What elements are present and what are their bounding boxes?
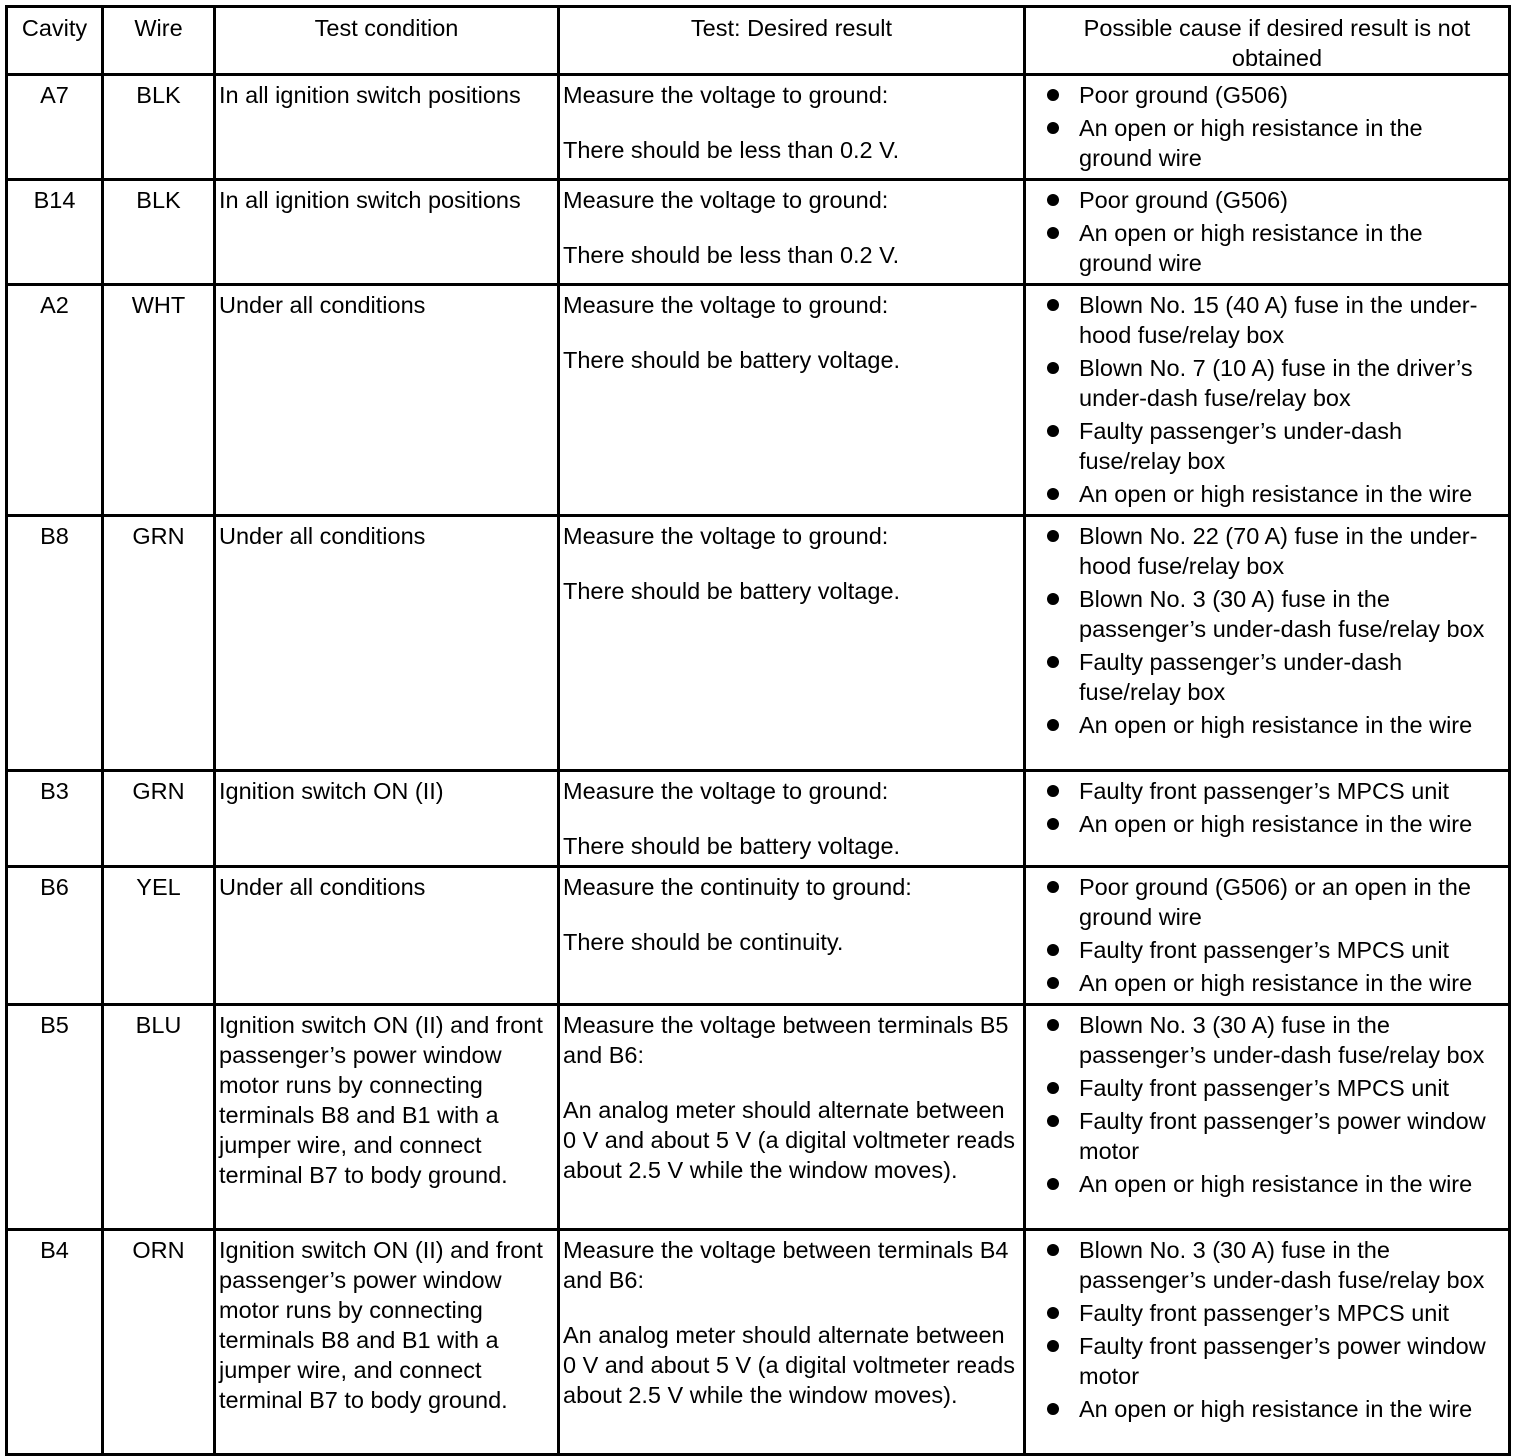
- header-test-condition: Test condition: [215, 7, 559, 75]
- result-instruction: Measure the voltage to ground:: [563, 292, 889, 318]
- table-row: [7, 771, 1510, 867]
- cavity-cell: B3: [7, 771, 103, 867]
- test-condition-cell: Under all conditions: [215, 867, 559, 1005]
- result-expectation: There should be less than 0.2 V.: [563, 137, 900, 163]
- test-condition-cell: Ignition switch ON (II) and front passenger’s power window motor runs by connecting terminals B8 and B1 with a jumper wire, and connect terminal B7 to body ground.: [215, 1005, 559, 1230]
- cause-item: An open or high resistance in the wire: [1046, 479, 1502, 509]
- wire-cell: WHT: [103, 285, 215, 516]
- possible-cause-cell: [1025, 771, 1510, 867]
- cause-item: Faulty front passenger’s MPCS unit: [1046, 1298, 1502, 1328]
- result-instruction: Measure the voltage to ground:: [563, 778, 889, 804]
- test-condition-cell: Ignition switch ON (II): [215, 771, 559, 867]
- test-condition-cell: Under all conditions: [215, 516, 559, 771]
- cause-item: Faulty front passenger’s MPCS unit: [1046, 1073, 1502, 1103]
- result-expectation: An analog meter should alternate between 0 V and about 5 V (a digital voltmeter reads about 2.5 V while the window moves).: [563, 1097, 1015, 1183]
- table-row: [7, 285, 1510, 516]
- cavity-cell: B5: [7, 1005, 103, 1230]
- wire-cell: BLK: [103, 180, 215, 285]
- test-condition-cell: Under all conditions: [215, 285, 559, 516]
- result-expectation: There should be less than 0.2 V.: [563, 242, 900, 268]
- cause-item: An open or high resistance in the wire: [1046, 710, 1502, 740]
- cause-list: [1046, 1010, 1502, 1199]
- desired-result-cell: [559, 285, 1025, 516]
- diagnostic-table: [5, 5, 1511, 1456]
- table-row: [7, 75, 1510, 180]
- cause-item: Blown No. 3 (30 A) fuse in the passenger’s under-dash fuse/relay box: [1046, 1010, 1502, 1070]
- cavity-cell: B6: [7, 867, 103, 1005]
- result-instruction: Measure the voltage to ground:: [563, 82, 889, 108]
- desired-result-cell: [559, 771, 1025, 867]
- wire-cell: ORN: [103, 1230, 215, 1455]
- cause-item: An open or high resistance in the wire: [1046, 1394, 1502, 1424]
- result-expectation: An analog meter should alternate between 0 V and about 5 V (a digital voltmeter reads about 2.5 V while the window moves).: [563, 1322, 1015, 1408]
- header-wire: Wire: [103, 7, 215, 75]
- wire-cell: GRN: [103, 771, 215, 867]
- result-expectation: There should be battery voltage.: [563, 833, 901, 859]
- wire-cell: BLU: [103, 1005, 215, 1230]
- possible-cause-cell: [1025, 867, 1510, 1005]
- cavity-cell: A7: [7, 75, 103, 180]
- cause-list: [1046, 80, 1502, 173]
- test-condition-cell: Ignition switch ON (II) and front passenger’s power window motor runs by connecting terminals B8 and B1 with a jumper wire, and connect terminal B7 to body ground.: [215, 1230, 559, 1455]
- cause-list: [1046, 185, 1502, 278]
- result-instruction: Measure the voltage to ground:: [563, 187, 889, 213]
- cause-item: Faulty front passenger’s MPCS unit: [1046, 776, 1502, 806]
- table-row: [7, 1005, 1510, 1230]
- test-condition-cell: In all ignition switch positions: [215, 180, 559, 285]
- cause-item: Faulty passenger’s under-dash fuse/relay box: [1046, 416, 1502, 476]
- cause-item: Blown No. 3 (30 A) fuse in the passenger’s under-dash fuse/relay box: [1046, 1235, 1502, 1295]
- possible-cause-cell: [1025, 516, 1510, 771]
- cause-item: An open or high resistance in the wire: [1046, 809, 1502, 839]
- table-row: [7, 867, 1510, 1005]
- cause-item: Blown No. 15 (40 A) fuse in the under-hood fuse/relay box: [1046, 290, 1502, 350]
- desired-result-cell: [559, 75, 1025, 180]
- possible-cause-cell: [1025, 180, 1510, 285]
- cavity-cell: B8: [7, 516, 103, 771]
- cause-item: Faulty passenger’s under-dash fuse/relay box: [1046, 647, 1502, 707]
- cause-item: Poor ground (G506): [1046, 185, 1502, 215]
- header-desired-result: Test: Desired result: [559, 7, 1025, 75]
- cause-item: An open or high resistance in the wire: [1046, 1169, 1502, 1199]
- cause-list: [1046, 776, 1502, 839]
- result-instruction: Measure the voltage between terminals B4 and B6:: [563, 1237, 1009, 1293]
- result-expectation: There should be continuity.: [563, 929, 844, 955]
- cause-item: An open or high resistance in the wire: [1046, 968, 1502, 998]
- possible-cause-cell: [1025, 1230, 1510, 1455]
- cause-item: Blown No. 7 (10 A) fuse in the driver’s under-dash fuse/relay box: [1046, 353, 1502, 413]
- cause-item: Faulty front passenger’s MPCS unit: [1046, 935, 1502, 965]
- desired-result-cell: [559, 516, 1025, 771]
- possible-cause-cell: [1025, 1005, 1510, 1230]
- cause-item: Poor ground (G506): [1046, 80, 1502, 110]
- cavity-cell: A2: [7, 285, 103, 516]
- result-instruction: Measure the voltage between terminals B5 and B6:: [563, 1012, 1009, 1068]
- desired-result-cell: [559, 1230, 1025, 1455]
- wire-cell: BLK: [103, 75, 215, 180]
- cause-item: Blown No. 3 (30 A) fuse in the passenger’s under-dash fuse/relay box: [1046, 584, 1502, 644]
- header-cavity: Cavity: [7, 7, 103, 75]
- result-expectation: There should be battery voltage.: [563, 347, 901, 373]
- result-instruction: Measure the continuity to ground:: [563, 874, 912, 900]
- cause-list: [1046, 872, 1502, 998]
- cavity-cell: B4: [7, 1230, 103, 1455]
- possible-cause-cell: [1025, 75, 1510, 180]
- cause-item: An open or high resistance in the ground wire: [1046, 113, 1502, 173]
- possible-cause-cell: [1025, 285, 1510, 516]
- table-row: [7, 516, 1510, 771]
- desired-result-cell: [559, 1005, 1025, 1230]
- cause-item: Poor ground (G506) or an open in the ground wire: [1046, 872, 1502, 932]
- cause-list: [1046, 290, 1502, 509]
- cause-list: [1046, 521, 1502, 740]
- test-condition-cell: In all ignition switch positions: [215, 75, 559, 180]
- cause-item: Faulty front passenger’s power window motor: [1046, 1106, 1502, 1166]
- header-row: [7, 7, 1510, 75]
- result-expectation: There should be battery voltage.: [563, 578, 901, 604]
- table-row: [7, 1230, 1510, 1455]
- header-possible-cause: Possible cause if desired result is not obtained: [1025, 7, 1510, 75]
- result-instruction: Measure the voltage to ground:: [563, 523, 889, 549]
- cavity-cell: B14: [7, 180, 103, 285]
- wire-cell: YEL: [103, 867, 215, 1005]
- cause-list: [1046, 1235, 1502, 1424]
- desired-result-cell: [559, 867, 1025, 1005]
- table-row: [7, 180, 1510, 285]
- cause-item: An open or high resistance in the ground wire: [1046, 218, 1502, 278]
- cause-item: Faulty front passenger’s power window motor: [1046, 1331, 1502, 1391]
- cause-item: Blown No. 22 (70 A) fuse in the under-hood fuse/relay box: [1046, 521, 1502, 581]
- table-body: [7, 75, 1510, 1455]
- desired-result-cell: [559, 180, 1025, 285]
- wire-cell: GRN: [103, 516, 215, 771]
